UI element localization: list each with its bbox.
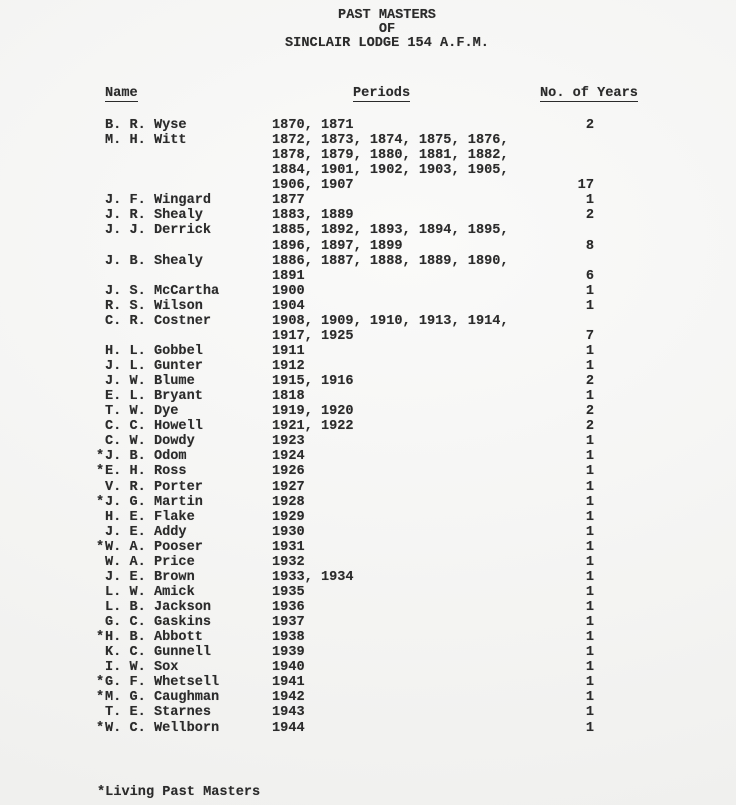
table-line — [0, 299, 736, 314]
row-name: J. B. Odom — [105, 449, 187, 465]
row-periods: 1870, 1871 — [272, 118, 354, 133]
row-years: 1 — [585, 494, 594, 510]
row-years: 1 — [585, 539, 594, 555]
row-years: 1 — [585, 660, 594, 676]
row-periods: 1938 — [272, 630, 305, 646]
row-name: H. E. Flake — [105, 509, 195, 525]
rows — [0, 118, 736, 736]
table-line — [0, 675, 736, 690]
row-years: 1 — [585, 464, 594, 480]
row-periods: 1896, 1897, 1899 — [272, 238, 403, 254]
row-star: * — [96, 675, 105, 691]
column-header-years: No. of Years — [540, 86, 638, 101]
row-years: 2 — [585, 404, 594, 420]
row-name: J. E. Brown — [105, 569, 195, 585]
row-years: 1 — [585, 283, 594, 299]
column-header-periods: Periods — [353, 86, 411, 101]
row-periods: 1943 — [272, 705, 305, 721]
row-years: 1 — [585, 479, 594, 495]
row-star: * — [96, 449, 105, 465]
table-line — [0, 615, 736, 630]
row-name: H. B. Abbott — [105, 630, 203, 646]
row-star: * — [96, 630, 105, 646]
row-periods: 1940 — [272, 660, 305, 676]
row-periods: 1886, 1887, 1888, 1889, 1890, — [272, 253, 509, 269]
table-line — [0, 193, 736, 208]
table-line — [0, 495, 736, 510]
table-line — [0, 555, 736, 570]
row-years: 1 — [585, 615, 594, 631]
table-line — [0, 419, 736, 434]
row-name: M. H. Witt — [105, 133, 187, 149]
row-periods: 1930 — [272, 524, 305, 540]
row-periods: 1818 — [272, 389, 305, 405]
row-name: J. J. Derrick — [105, 223, 212, 239]
row-years: 1 — [585, 298, 594, 314]
column-header-name: Name — [105, 86, 138, 101]
row-years: 1 — [585, 675, 594, 691]
row-years: 1 — [585, 584, 594, 600]
row-years: 1 — [585, 569, 594, 585]
table-line — [0, 223, 736, 238]
row-name: C. W. Dowdy — [105, 434, 195, 450]
row-years: 1 — [585, 645, 594, 661]
row-years: 1 — [585, 720, 594, 736]
row-periods: 1904 — [272, 298, 305, 314]
row-star: * — [96, 464, 105, 480]
row-name: B. R. Wyse — [105, 118, 187, 133]
row-name: V. R. Porter — [105, 479, 203, 495]
row-years: 1 — [585, 509, 594, 525]
table-line — [0, 540, 736, 555]
footnote-text: Living Past Masters — [105, 785, 261, 800]
row-name: J. G. Martin — [105, 494, 203, 510]
row-periods: 1942 — [272, 690, 305, 706]
row-periods: 1926 — [272, 464, 305, 480]
table-line — [0, 600, 736, 615]
row-years: 1 — [585, 434, 594, 450]
row-periods: 1885, 1892, 1893, 1894, 1895, — [272, 223, 509, 239]
row-years: 1 — [585, 705, 594, 721]
table-line — [0, 404, 736, 419]
row-name: J. S. McCartha — [105, 283, 220, 299]
table-line — [0, 570, 736, 585]
row-years: 1 — [585, 193, 594, 209]
row-periods: 1912 — [272, 359, 305, 374]
title-line-2: OF — [378, 22, 396, 38]
row-name: K. C. Gunnell — [105, 645, 212, 661]
table-line — [0, 254, 736, 269]
row-periods: 1923 — [272, 434, 305, 450]
table-line — [0, 314, 736, 329]
table-line — [0, 208, 736, 223]
row-years: 2 — [585, 208, 594, 224]
table-line — [0, 510, 736, 525]
table-line — [0, 284, 736, 299]
row-periods: 1917, 1925 — [272, 328, 354, 344]
table-line — [0, 344, 736, 359]
row-periods: 1872, 1873, 1874, 1875, 1876, — [272, 133, 509, 149]
row-periods: 1933, 1934 — [272, 569, 354, 585]
row-name: C. C. Howell — [105, 419, 203, 435]
row-years: 1 — [585, 343, 594, 359]
row-name: R. S. Wilson — [105, 298, 203, 314]
row-periods: 1931 — [272, 539, 305, 555]
row-periods: 1941 — [272, 675, 305, 691]
row-periods: 1929 — [272, 509, 305, 525]
row-periods: 1927 — [272, 479, 305, 495]
row-periods: 1891 — [272, 268, 305, 284]
title-line-3: SINCLAIR LODGE 154 A.F.M. — [285, 36, 489, 52]
row-name: G. F. Whetsell — [105, 675, 220, 691]
row-star: * — [96, 539, 105, 555]
row-years: 1 — [585, 389, 594, 405]
table-line — [0, 239, 736, 254]
row-name: J. E. Addy — [105, 524, 187, 540]
row-periods: 1937 — [272, 615, 305, 631]
table-line — [0, 118, 736, 133]
table-line — [0, 449, 736, 464]
table-line — [0, 178, 736, 193]
row-star: * — [96, 720, 105, 736]
row-name: E. H. Ross — [105, 464, 187, 480]
row-periods: 1900 — [272, 283, 305, 299]
row-periods: 1919, 1920 — [272, 404, 354, 420]
row-name: J. L. Gunter — [105, 359, 203, 374]
row-name: T. W. Dye — [105, 404, 179, 420]
row-years: 1 — [585, 524, 594, 540]
row-years: 2 — [585, 118, 594, 133]
table-line — [0, 434, 736, 449]
table-line — [0, 329, 736, 344]
table-line — [0, 705, 736, 720]
row-name: L. W. Amick — [105, 584, 195, 600]
row-periods: 1878, 1879, 1880, 1881, 1882, — [272, 148, 509, 164]
row-periods: 1939 — [272, 645, 305, 661]
footnote-marker: * — [97, 785, 106, 800]
row-name: G. C. Gaskins — [105, 615, 212, 631]
table-line — [0, 585, 736, 600]
row-periods: 1924 — [272, 449, 305, 465]
row-years: 2 — [585, 419, 594, 435]
footnote — [97, 785, 260, 800]
row-periods: 1921, 1922 — [272, 419, 354, 435]
row-periods: 1883, 1889 — [272, 208, 354, 224]
table-line — [0, 374, 736, 389]
row-name: W. C. Wellborn — [105, 720, 220, 736]
table-line — [0, 464, 736, 479]
row-periods: 1906, 1907 — [272, 178, 354, 194]
row-periods: 1908, 1909, 1910, 1913, 1914, — [272, 313, 509, 329]
row-years: 17 — [577, 178, 594, 194]
table-line — [0, 525, 736, 540]
row-periods: 1884, 1901, 1902, 1903, 1905, — [272, 163, 509, 179]
table-line — [0, 480, 736, 495]
row-name: H. L. Gobbel — [105, 343, 203, 359]
row-years: 1 — [585, 600, 594, 615]
row-periods: 1915, 1916 — [272, 374, 354, 390]
row-years: 8 — [585, 238, 594, 254]
row-years: 1 — [585, 554, 594, 570]
row-years: 1 — [585, 690, 594, 706]
row-years: 7 — [585, 328, 594, 344]
row-periods: 1928 — [272, 494, 305, 510]
table-line — [0, 389, 736, 404]
row-periods: 1932 — [272, 554, 305, 570]
row-name: W. A. Pooser — [105, 539, 203, 555]
row-name: E. L. Bryant — [105, 389, 203, 405]
row-years: 6 — [585, 268, 594, 284]
row-name: T. E. Starnes — [105, 705, 212, 721]
row-name: L. B. Jackson — [105, 600, 212, 615]
table-line — [0, 163, 736, 178]
row-years: 1 — [585, 630, 594, 646]
table-line — [0, 721, 736, 736]
row-star: * — [96, 690, 105, 706]
row-periods: 1936 — [272, 600, 305, 615]
table-header-row — [0, 86, 736, 103]
row-name: J. R. Shealy — [105, 208, 203, 224]
row-periods: 1944 — [272, 720, 305, 736]
row-name: J. W. Blume — [105, 374, 195, 390]
row-name: J. B. Shealy — [105, 253, 203, 269]
row-star: * — [96, 494, 105, 510]
row-name: J. F. Wingard — [105, 193, 212, 209]
row-years: 1 — [585, 449, 594, 465]
row-name: I. W. Sox — [105, 660, 179, 676]
table-line — [0, 148, 736, 163]
row-name: M. G. Caughman — [105, 690, 220, 706]
table-line — [0, 690, 736, 705]
table-line — [0, 359, 736, 374]
row-name: W. A. Price — [105, 554, 195, 570]
row-years: 2 — [585, 374, 594, 390]
table-line — [0, 645, 736, 660]
table-line — [0, 630, 736, 645]
title-line-1: PAST MASTERS — [338, 8, 436, 23]
table-line — [0, 660, 736, 675]
row-periods: 1877 — [272, 193, 305, 209]
title-block — [150, 9, 624, 52]
table-line — [0, 133, 736, 148]
row-name: C. R. Costner — [105, 313, 212, 329]
row-years: 1 — [585, 359, 594, 374]
table-line — [0, 269, 736, 284]
row-periods: 1935 — [272, 584, 305, 600]
row-periods: 1911 — [272, 343, 305, 359]
